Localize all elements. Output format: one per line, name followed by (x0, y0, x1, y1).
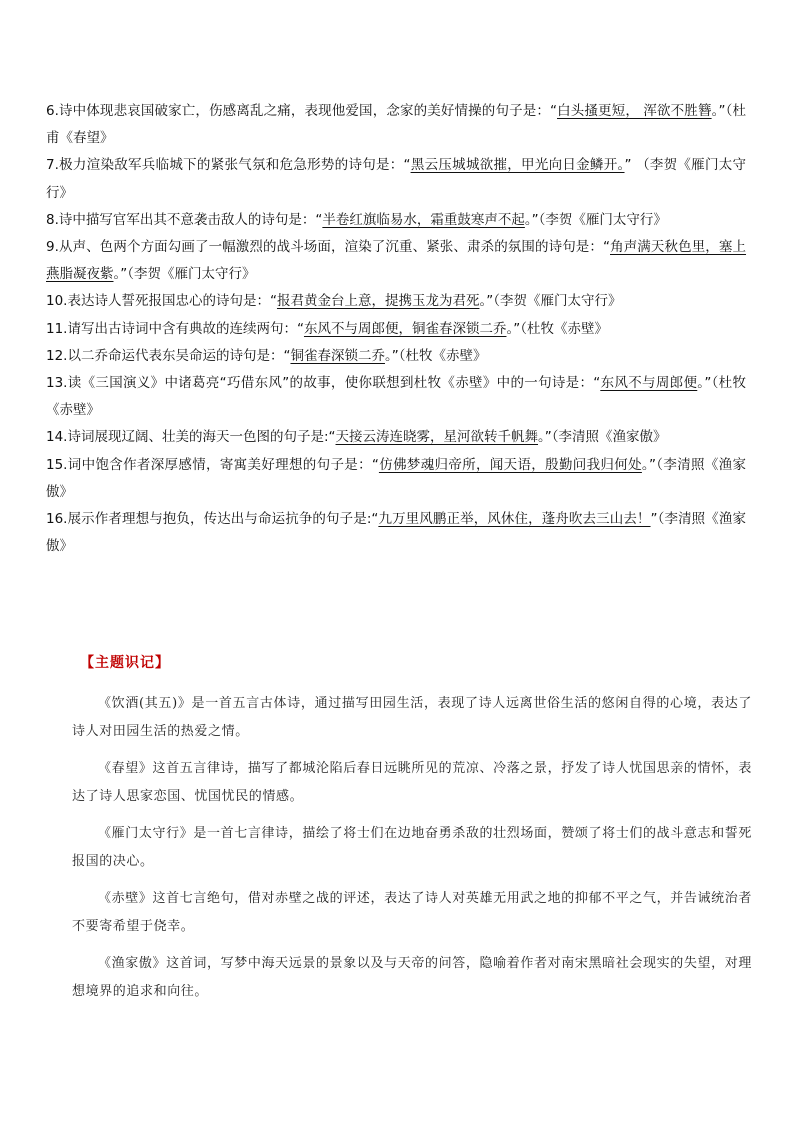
question-list (46, 98, 746, 560)
answer-text: 白头搔更短， 浑欲不胜簪 (557, 103, 712, 119)
summary-paragraph: 《赤壁》这首七言绝句，借对赤壁之战的评述，表达了诗人对英雄无用武之地的抑郁不平之气，并告诫统治者不要寄希望于侥幸。 (72, 891, 752, 934)
question-item-8 (46, 207, 746, 234)
summary-paragraph: 《渔家傲》这首词，写梦中海天远景的景象以及与天帝的问答，隐喻着作者对南宋黑暗社会现实的失望，对理想境界的追求和向往。 (72, 956, 752, 999)
question-item-12 (46, 343, 746, 370)
answer-text: 天接云涛连晓雾，星河欲转千帆舞 (335, 429, 539, 446)
question-item-15 (46, 452, 746, 506)
question-text: 10.表达诗人誓死报国忠心的诗句是：“ (46, 293, 277, 310)
question-text: 16.展示作者理想与抱负，传达出与命运抗争的句子是:“ (46, 511, 379, 528)
question-text: 9.从声、色两个方面勾画了一幅激烈的战斗场面，渲染了沉重、紧张、肃杀的氛围的诗句是：“ (46, 239, 610, 256)
question-source: 。”（李贺《雁门太守行》 (113, 266, 256, 283)
question-text: 12.以二乔命运代表东吴命运的诗句是：“ (46, 347, 291, 364)
summary-paragraph: 《雁门太守行》是一首七言律诗，描绘了将士们在边地奋勇杀敌的壮烈场面，赞颂了将士们的战斗意志和誓死报国的决心。 (72, 826, 752, 869)
question-source: 。”（杜甫《春望》 (46, 103, 747, 147)
question-item-14 (46, 424, 746, 451)
question-text: 6.诗中体现悲哀国破家亡，伤感离乱之痛，表现他爱国，念家的美好情操的句子是：“ (46, 103, 557, 119)
answer-text: 黑云压城城欲摧，甲光向日金鳞开。 (410, 157, 625, 174)
question-source: ” （李贺《雁门太守行》 (46, 157, 747, 201)
answer-text: 角声满天秋色里，塞上燕脂凝夜紫 (46, 239, 747, 283)
answer-text: 仿佛梦魂归帝所，闻天语，殷勤问我归何处 (378, 456, 642, 473)
question-text: 13.读《三国演义》中诸葛亮“巧借东风”的故事，使你联想到杜牧《赤壁》中的一句诗是：“ (46, 375, 601, 392)
question-text: 14.诗词展现辽阔、壮美的海天一色图的句子是:“ (46, 429, 336, 446)
question-text: 7.极力渲染敌军兵临城下的紧张气氛和危急形势的诗句是：“ (46, 157, 411, 174)
answer-text: 铜雀春深锁二乔 (290, 347, 385, 364)
question-source: 。”（李贺《雁门太守行》 (479, 293, 622, 310)
theme-summary (72, 690, 752, 1015)
question-item-9 (46, 234, 746, 288)
section-title: 【主题识记】 (80, 655, 170, 671)
question-source: 。”（李清照《渔家傲》 (46, 456, 746, 500)
question-item-11 (46, 316, 746, 343)
answer-text: 半卷红旗临易水，霜重鼓寒声不起 (322, 211, 525, 228)
question-item-10 (46, 288, 746, 315)
question-item-7 (46, 152, 746, 206)
question-source: 。”（杜牧《赤壁》 (506, 320, 608, 337)
summary-paragraph: 《春望》这首五言律诗，描写了都城沦陷后春日远眺所见的荒凉、冷落之景，抒发了诗人忧国思亲的情怀，表达了诗人思家恋国、忧国忧民的情感。 (72, 761, 752, 804)
question-source: ”（李清照《渔家傲》 (46, 511, 746, 555)
question-source: 。”（李清照《渔家傲》 (538, 429, 667, 446)
question-item-16 (46, 506, 746, 560)
question-item-6 (46, 98, 746, 152)
answer-text: 东风不与周郎便 (600, 375, 698, 392)
answer-text: 九万里风鹏正举，风休住，蓬舟吹去三山去！ (378, 511, 651, 528)
question-text: 15.词中饱含作者深厚感情，寄寓美好理想的句子是：“ (46, 456, 379, 473)
question-source: 。”（杜牧《赤壁》 (384, 347, 487, 364)
answer-text: 东风不与周郎便，铜雀春深锁二乔 (303, 320, 507, 337)
question-source: 。”（杜牧《赤壁》 (46, 375, 746, 419)
question-source: 。”（李贺《雁门太守行》 (524, 211, 667, 228)
question-text: 8.诗中描写官军出其不意袭击敌人的诗句是：“ (46, 211, 323, 228)
answer-text: 报君黄金台上意，提携玉龙为君死 (276, 293, 480, 310)
question-item-13 (46, 370, 746, 424)
summary-paragraph: 《饮酒(其五)》是一首五言古体诗，通过描写田园生活，表现了诗人远离世俗生活的悠闲自得的心境，表达了诗人对田园生活的热爱之情。 (72, 696, 752, 739)
question-text: 11.请写出古诗词中含有典故的连续两句：“ (46, 320, 304, 337)
